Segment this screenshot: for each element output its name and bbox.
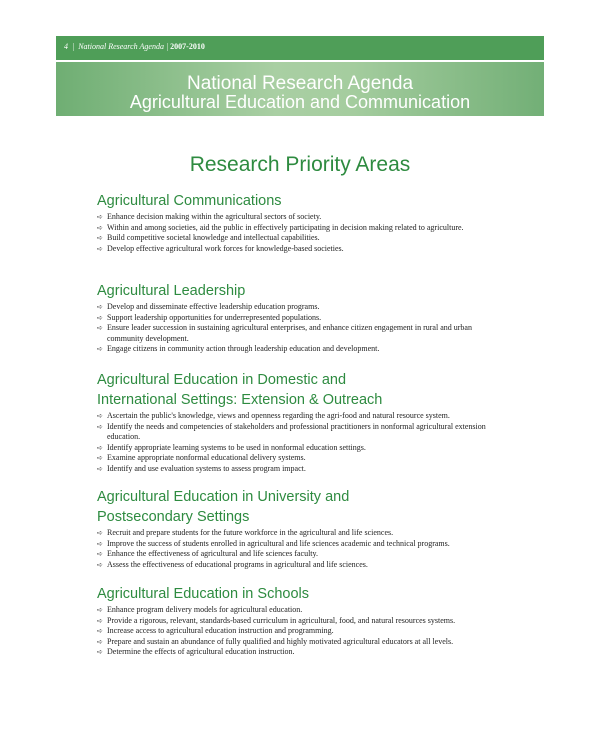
list-item — [97, 637, 507, 648]
running-header-bar — [56, 36, 544, 60]
list-item — [97, 233, 507, 244]
page-heading: Research Priority Areas — [189, 153, 411, 176]
arrow-bullet-icon: ➪ — [97, 244, 103, 253]
list-item-text: Identify appropriate learning systems to be used in nonformal education settings. — [107, 442, 366, 452]
list-item-text: Enhance decision making within the agricultural sectors of society. — [107, 212, 322, 221]
list-item-text: Support leadership opportunities for underrepresented populations. — [107, 312, 322, 322]
arrow-bullet-icon: ➪ — [97, 223, 103, 232]
arrow-bullet-icon: ➪ — [97, 616, 103, 625]
list-item — [97, 422, 507, 443]
list-item-text: Prepare and sustain an abundance of fully qualified and highly motivated agricultural educators at all levels. — [107, 636, 454, 646]
running-years: 2007-2010 — [170, 42, 205, 51]
arrow-bullet-icon: ➪ — [97, 648, 103, 656]
list-item — [97, 647, 507, 658]
arrow-bullet-icon: ➪ — [97, 313, 103, 322]
section-title-line2: Postsecondary Settings — [97, 509, 250, 525]
list-item — [97, 344, 507, 355]
bullet-list — [97, 302, 507, 355]
list-item-text: Determine the effects of agricultural education instruction. — [107, 647, 295, 656]
arrow-bullet-icon: ➪ — [97, 422, 103, 431]
list-item — [97, 323, 507, 344]
bullet-list — [97, 212, 507, 254]
section-title-line2: International Settings: Extension & Outreach — [97, 392, 383, 408]
section-university-postsecondary — [97, 487, 507, 570]
arrow-bullet-icon: ➪ — [97, 303, 103, 311]
list-item — [97, 605, 507, 616]
arrow-bullet-icon: ➪ — [97, 234, 103, 242]
list-item-text: Increase access to agricultural education instruction and programming. — [107, 626, 334, 635]
list-item — [97, 464, 507, 475]
section-agricultural-education-schools — [97, 584, 507, 658]
list-item — [97, 539, 507, 550]
list-item — [97, 549, 507, 560]
section-title: Agricultural Education in Schools — [97, 586, 309, 602]
list-item-text: Develop effective agricultural work forces for knowledge-based societies. — [107, 243, 344, 253]
list-item — [97, 443, 507, 454]
title-banner — [56, 62, 544, 116]
arrow-bullet-icon: ➪ — [97, 550, 103, 558]
section-title: Agricultural Leadership — [97, 283, 246, 299]
arrow-bullet-icon: ➪ — [97, 464, 103, 473]
arrow-bullet-icon: ➪ — [97, 606, 103, 614]
list-item — [97, 560, 507, 571]
section-agricultural-communications — [97, 191, 507, 254]
list-item — [97, 528, 507, 539]
list-item — [97, 244, 507, 255]
list-item-text: Engage citizens in community action through leadership education and development. — [107, 344, 380, 353]
list-item — [97, 212, 507, 223]
arrow-bullet-icon: ➪ — [97, 627, 103, 635]
list-item-text: Examine appropriate nonformal educational delivery systems. — [107, 453, 306, 462]
bullet-list — [97, 605, 507, 658]
bullet-list — [97, 411, 507, 474]
list-item-text: Identify and use evaluation systems to assess program impact. — [107, 463, 306, 473]
list-item — [97, 626, 507, 637]
arrow-bullet-icon: ➪ — [97, 443, 103, 452]
arrow-bullet-icon: ➪ — [97, 213, 103, 221]
list-item — [97, 313, 507, 324]
list-item — [97, 411, 507, 422]
running-title: National Research Agenda — [78, 42, 164, 51]
running-header: 4 | National Research Agenda | 2007-2010 — [64, 42, 205, 51]
list-item-text: Assess the effectiveness of educational programs in agricultural and life sciences. — [107, 559, 368, 569]
list-item-text: Ascertain the public's knowledge, views and openness regarding the agri-food and natural resource system. — [107, 411, 450, 420]
arrow-bullet-icon: ➪ — [97, 560, 103, 569]
list-item — [97, 302, 507, 313]
section-title-line1: Agricultural Education in Domestic and — [97, 372, 347, 388]
list-item-text: Enhance the effectiveness of agricultural and life sciences faculty. — [107, 549, 319, 558]
list-item-text: Recruit and prepare students for the future workforce in the agricultural and life sciences. — [107, 528, 394, 537]
arrow-bullet-icon: ➪ — [97, 529, 103, 537]
list-item-text: Provide a rigorous, relevant, standards-based curriculum in agricultural, food, and natural resources systems. — [107, 615, 456, 625]
list-item-text: Ensure leader succession in sustaining agricultural enterprises, and enhance citizen engagement in rural and urban community development. — [107, 323, 472, 343]
list-item — [97, 223, 507, 234]
list-item-text: Build competitive societal knowledge and intellectual capabilities. — [107, 233, 320, 242]
arrow-bullet-icon: ➪ — [97, 324, 103, 332]
list-item-text: Identify the needs and competencies of stakeholders and professional practitioners in nonformal agricultural extension education. — [107, 421, 486, 441]
list-item-text: Develop and disseminate effective leadership education programs. — [107, 302, 320, 311]
list-item-text: Enhance program delivery models for agricultural education. — [107, 605, 303, 614]
section-title: Agricultural Communications — [97, 193, 282, 209]
list-item — [97, 453, 507, 464]
arrow-bullet-icon: ➪ — [97, 345, 103, 353]
section-title-line1: Agricultural Education in University and — [97, 489, 350, 505]
section-extension-outreach — [97, 370, 507, 474]
list-item — [97, 616, 507, 627]
arrow-bullet-icon: ➪ — [97, 412, 103, 420]
list-item-text: Within and among societies, aid the public in effectively participating in decision making related to agriculture. — [107, 222, 464, 232]
bullet-list — [97, 528, 507, 570]
page-number: 4 — [64, 42, 68, 51]
arrow-bullet-icon: ➪ — [97, 454, 103, 462]
section-agricultural-leadership — [97, 281, 507, 355]
list-item-text: Improve the success of students enrolled in agricultural and life sciences academic and technical programs. — [107, 538, 450, 548]
arrow-bullet-icon: ➪ — [97, 539, 103, 548]
banner-title-line2: Agricultural Education and Communication — [129, 92, 471, 112]
arrow-bullet-icon: ➪ — [97, 637, 103, 646]
banner-title-line1: National Research Agenda — [186, 73, 414, 94]
